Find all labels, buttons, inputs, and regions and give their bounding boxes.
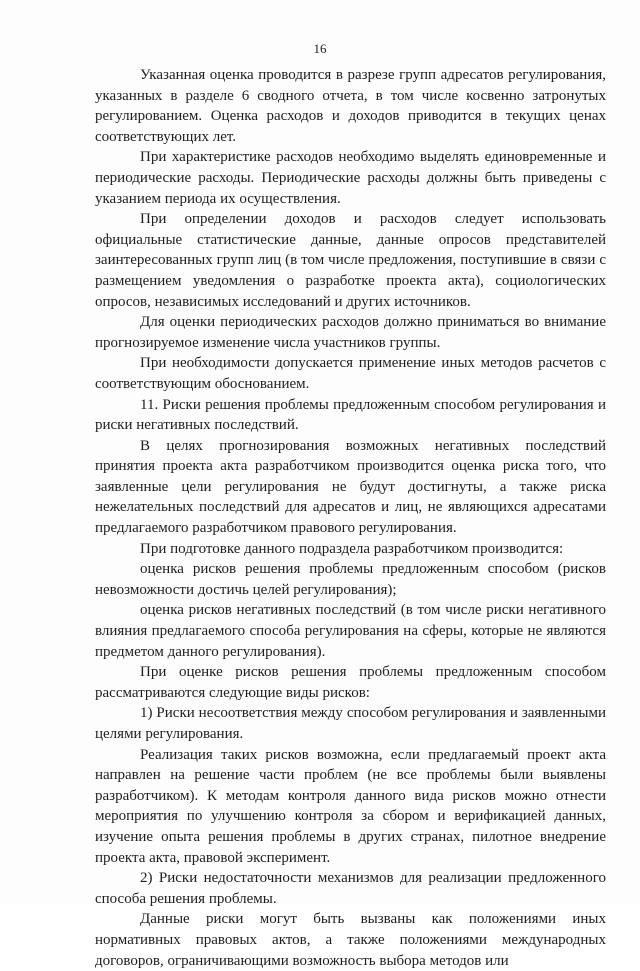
- paragraph: При необходимости допускается применение иных методов расчетов с соответствующим обоснованием.: [95, 355, 606, 392]
- list-item: оценка рисков негативных последствий (в том числе риски негативного влияния предлагаемого способа регулирования на сферы, которые не являются предметом данного регулирования).: [95, 602, 606, 660]
- paragraph: В целях прогнозирования возможных негативных последствий принятия проекта акта разработчиком производится оценка риска того, что заявленные цели регулирования не будут достигнуты, а также риска нежелательных последствий для адресатов и лиц, не являющихся адресатами предлагаемого разработчиком правового регулирования.: [95, 437, 606, 537]
- paragraph: При подготовке данного подраздела разработчиком производится:: [140, 540, 564, 557]
- numbered-item-2: 2) Риски недостаточности механизмов для реализации предложенного способа решения проблемы.: [95, 870, 606, 907]
- section-heading-11: 11. Риски решения проблемы предложенным способом регулирования и риски негативных последствий.: [95, 396, 606, 434]
- paragraph: При определении доходов и расходов следует использовать официальные статистические данные, данные опросов представителей заинтересованных групп лиц (в том числе предложения, поступившие в связи с размещением уведомления о разработке проекта акта), социологических опросов, независимых исследований и других источников.: [95, 211, 606, 310]
- paragraph: Реализация таких рисков возможна, если предлагаемый проект акта направлен на решение части проблем (не все проблемы были выявлены разработчиком). К методам контроля данного вида рисков можно отнести мероприятия по улучшению контроля за сбором и верификацией данных, изучение опыта решения проблемы в других странах, пилотное внедрение проекта акта, правовой эксперимент.: [95, 746, 606, 866]
- document-body: [95, 65, 606, 971]
- paragraph: При оценке рисков решения проблемы предложенным способом рассматриваются следующие виды рисков:: [95, 664, 606, 701]
- numbered-item-1: 1) Риски несоответствия между способом регулирования и заявленными целями регулирования.: [95, 705, 606, 742]
- paragraph: Для оценки периодических расходов должно приниматься во внимание прогнозируемое изменение числа участников группы.: [95, 314, 606, 351]
- page-number: 16: [313, 41, 327, 56]
- paragraph: При характеристике расходов необходимо выделять единовременные и периодические расходы. Периодические расходы должны быть приведены с указанием периода их осуществления.: [95, 149, 606, 207]
- list-item: оценка рисков решения проблемы предложенным способом (рисков невозможности достичь целей регулирования);: [95, 561, 606, 598]
- paragraph: Данные риски могут быть вызваны как положениями иных нормативных правовых актов, а также положениями международных договоров, ограничивающими возможность выбора методов или: [95, 911, 606, 969]
- paragraph: Указанная оценка проводится в разрезе групп адресатов регулирования, указанных в разделе 6 сводного отчета, в том числе косвенно затронутых регулированием. Оценка расходов и доходов приводится в текущих ценах соответствующих лет.: [95, 67, 606, 145]
